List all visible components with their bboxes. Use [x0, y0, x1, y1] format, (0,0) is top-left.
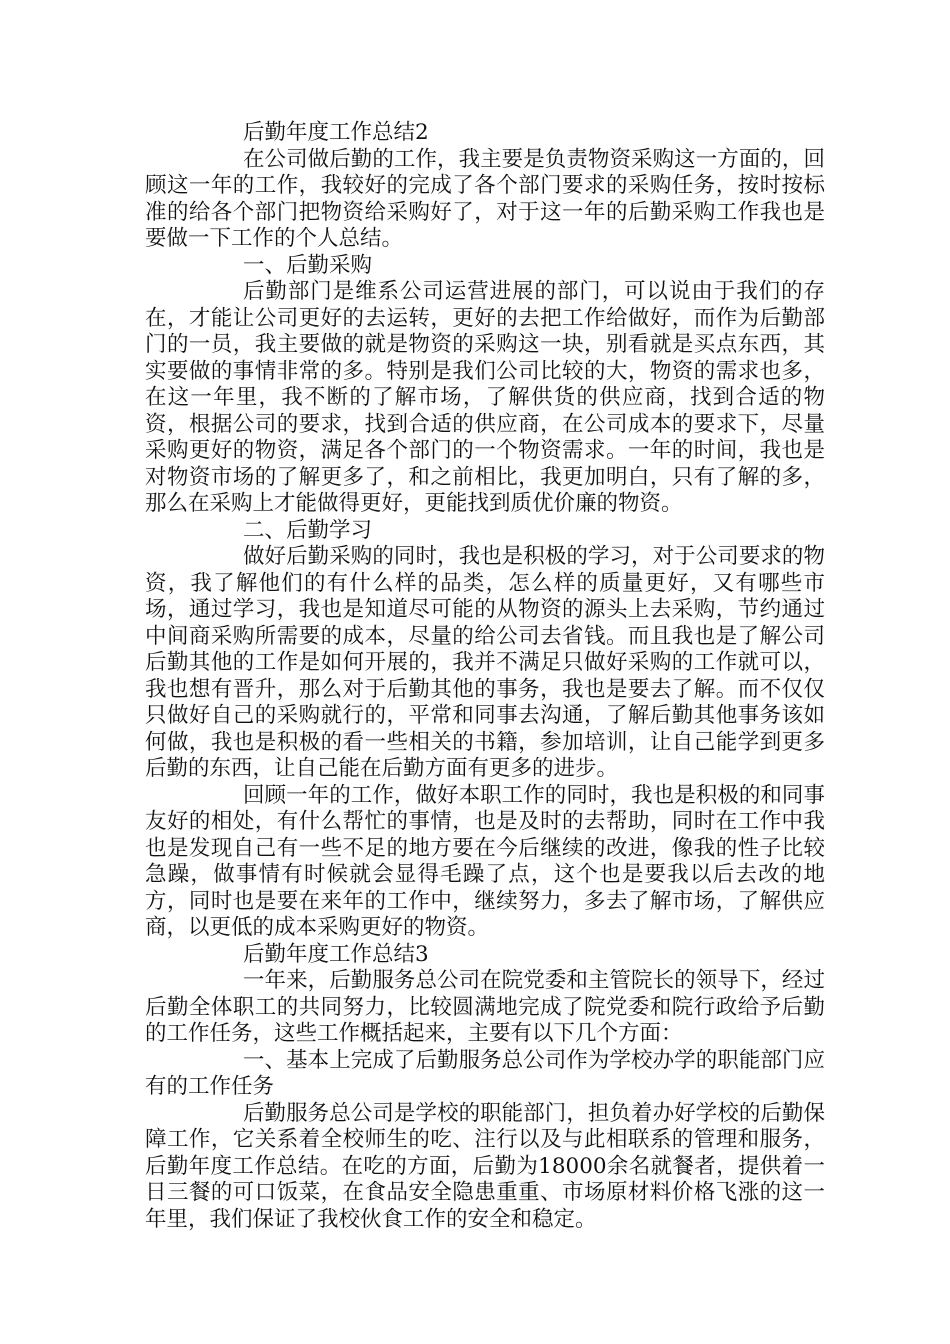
body-paragraph: 一年来，后勤服务总公司在院党委和主管院长的领导下，经过后勤全体职工的共同努力，比较圆满地完成了院党委和院行政给予后勤的工作任务，这些工作概括起来，主要有以下几个方面：: [145, 968, 825, 1046]
body-paragraph: 后勤部门是维系公司运营进展的部门，可以说由于我们的存在，才能让公司更好的去运转，更好的去把工作给做好，而作为后勤部门的一员，我主要做的就是物资的采购这一块，别看就是买点东西，其实要做的事情非常的多。特别是我们公司比较的大，物资的需求也多，在这一年里，我不断的了解市场，了解供货的供应商，找到合适的物资，根据公司的要求，找到合适的供应商，在公司成本的要求下，尽量采购更好的物资，满足各个部门的一个物资需求。一年的时间，我也是对物资市场的了解更多了，和之前相比，我更加明白，只有了解的多，那么在采购上才能做得更好，更能找到质优价廉的物资。: [145, 279, 825, 516]
document-page: [145, 120, 825, 1233]
section-title: 后勤年度工作总结3: [243, 941, 429, 967]
subsection-heading: 一、后勤采购: [243, 252, 373, 278]
body-paragraph: 在公司做后勤的工作，我主要是负责物资采购这一方面的，回顾这一年的工作，我较好的完成了各个部门要求的采购任务，按时按标准的给各个部门把物资给采购好了，对于这一年的后勤采购工作我也是要做一下工作的个人总结。: [145, 146, 825, 251]
body-paragraph: 后勤服务总公司是学校的职能部门，担负着办好学校的后勤保障工作，它关系着全校师生的吃、注行以及与此相联系的管理和服务，后勤年度工作总结。在吃的方面，后勤为18000余名就餐者，提供着一日三餐的可口饭菜，在食品安全隐患重重、市场原材料价格飞涨的这一年里，我们保证了我校伙食工作的安全和稳定。: [145, 1100, 825, 1232]
body-paragraph: 做好后勤采购的同时，我也是积极的学习，对于公司要求的物资，我了解他们的有什么样的品类，怎么样的质量更好，又有哪些市场，通过学习，我也是知道尽可能的从物资的源头上去采购，节约通过中间商采购所需要的成本，尽量的给公司去省钱。而且我也是了解公司后勤其他的工作是如何开展的，我并不满足只做好采购的工作就可以，我也想有晋升，那么对于后勤其他的事务，我也是要去了解。而不仅仅只做好自己的采购就行的，平常和同事去沟通，了解后勤其他事务该如何做，我也是积极的看一些相关的书籍，参加培训，让自己能学到更多后勤的东西，让自己能在后勤方面有更多的进步。: [145, 544, 825, 781]
subsection-heading: 二、后勤学习: [243, 517, 373, 543]
section-title: 后勤年度工作总结2: [243, 120, 429, 145]
body-paragraph: 回顾一年的工作，做好本职工作的同时，我也是积极的和同事友好的相处，有什么帮忙的事情，也是及时的去帮助，同时在工作中我也是发现自己有一些不足的地方要在今后继续的改进，像我的性子比较急躁，做事情有时候就会显得毛躁了点，这个也是要我以后去改的地方，同时也是要在来年的工作中，继续努力，多去了解市场，了解供应商，以更低的成本采购更好的物资。: [145, 782, 825, 940]
subsection-heading: 一、基本上完成了后勤服务总公司作为学校办学的职能部门应有的工作任务: [145, 1047, 825, 1099]
